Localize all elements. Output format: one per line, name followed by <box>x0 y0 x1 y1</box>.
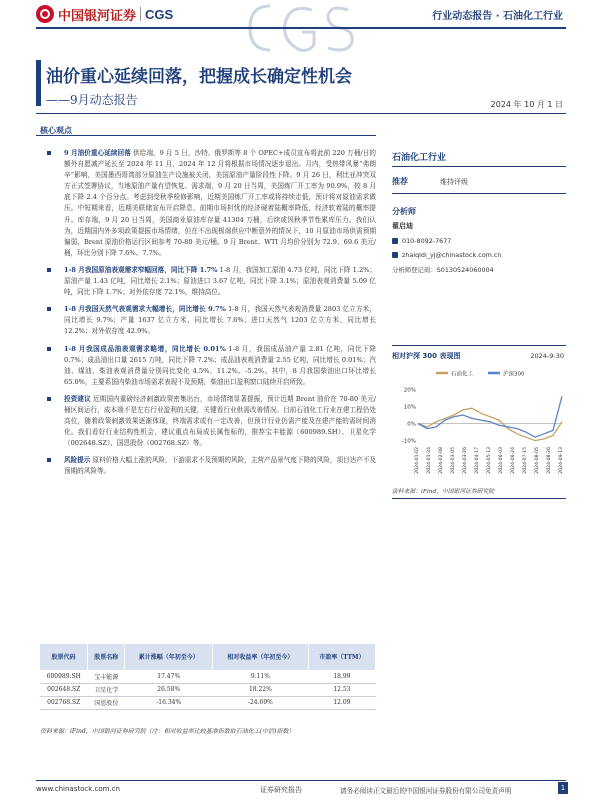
company-logo <box>36 4 173 24</box>
x-tick-label: 2024-01-24 <box>427 447 432 474</box>
paragraph-heading: 1-8 月我国天然气表观需求大幅增长，同比增长 9.7% <box>64 305 226 314</box>
paragraph-body: 近期国内重磅经济刺激政策密集出台，市场情绪显著提振，预计近期 Brent 油价在 70-80 美元/桶区间运行，成本端不是左右行业盈利的关键，关键看行业供需改善情况。目前石油化工行业在建工程仍处高位，随着政策刺激效果逐渐体现，终端需求或有一定改善，但预计行业仍需产能及在建产能的需时间消化。我们看好行业结构性机会，建议重点布局成长属性标的，推荐宝丰能源（600989.SH）、卫星化学（002648.SZ）、国恩股份（002768.SZ）等。 <box>64 394 377 448</box>
paragraph-investment <box>40 394 376 449</box>
table-cell: 17.47% <box>125 670 213 683</box>
chart-top-divider <box>392 345 566 346</box>
analyst-label: 分析师 <box>392 207 416 216</box>
table-cell: 卫星化学 <box>87 683 125 696</box>
analyst-name: 翟启迪 <box>392 222 413 230</box>
chart-source: 资料来源：iFind，中国银河证券研究院 <box>392 489 495 495</box>
report-subtitle: ——9月动态报告 <box>46 93 138 107</box>
table-cell: 002648.SZ <box>40 683 87 696</box>
title-accent-bar <box>36 60 41 106</box>
table-cell: 26.58% <box>125 683 213 696</box>
report-category: 行业动态报告 · 石油化工行业 <box>432 11 563 22</box>
footer-divider <box>36 780 566 781</box>
email-text: zhaiqidi_yj@chinastock.com.cn <box>402 251 502 259</box>
table-header: 累计涨幅（年初至今） <box>125 644 213 670</box>
performance-chart <box>392 366 566 482</box>
x-tick-label: 2024-07-15 <box>523 447 528 474</box>
chart-date: 2024-9-30 <box>530 352 564 360</box>
paragraph-heading: 风险提示 <box>64 456 91 465</box>
paragraph-body: 1-8 月，我国天然气表观消费量 2803 亿立方米，同比增长 9.7%；产量 1637 亿立方米，同比增长 7.6%；进口天然气 1203 亿立方米，同比增长 12.2%；对外依存度 42.9%。 <box>64 305 376 336</box>
rating-value: 维持评级 <box>440 178 468 186</box>
table-header-row <box>40 644 376 670</box>
y-tick-label: -10% <box>401 438 416 445</box>
table-cell: 002768.SZ <box>40 696 87 709</box>
table-cell: 18.22% <box>212 683 308 696</box>
table-cell: -16.34% <box>125 696 213 709</box>
table-row <box>40 696 376 709</box>
x-tick-label: 2024-02-08 <box>439 447 444 474</box>
phone-text: 010-8092-7677 <box>402 237 452 245</box>
chart-title: 相对沪深 300 表现图 <box>392 352 461 360</box>
paragraph-body: 1-8 月，我国加工原油 4.73 亿吨，同比下降 1.2%；原油产量 1.43 亿吨，同比增长 2.1%；原油进口 3.67 亿吨，同比下降 3.1%；原油表观消费量 5.09 亿吨，同比下降 1.7%；对外依存度 72.1%，维持高位。 <box>64 265 376 297</box>
x-tick-label: 2024-04-17 <box>475 447 480 474</box>
table-cell: 12.53 <box>308 683 375 696</box>
x-tick-label: 2024-03-05 <box>451 447 456 474</box>
x-tick-label: 2024-05-13 <box>487 447 492 474</box>
paragraph-refined-oil <box>40 344 376 388</box>
analyst-license <box>392 265 494 274</box>
stock-table <box>40 644 376 710</box>
footer-label: 证券研究报告 <box>260 786 302 794</box>
sidebar-divider <box>392 166 566 167</box>
core-viewpoints-heading: 核心观点 <box>40 126 72 135</box>
report-title: 油价重心延续回落，把握成长确定性机会 <box>46 67 352 87</box>
paragraph-body: 1-8 月，我国成品油产量 2.81 亿吨，同比下降 0.7%；成品油出口量 2615 万吨，同比下降 7.2%；成品油表观消费量 2.55 亿吨，同比增长 0.01%；汽油、煤油、柴油表观消费量分别同比变化 4.5%、11.2%、-5.2%。其中，8 月我国柴油出口环比增长 65.0%，主要系国内柴油市场需求表现不及预期，柴油出口盈利窗口陆续开启所致。 <box>64 344 377 386</box>
x-tick-label: 2024-09-13 <box>559 447 564 474</box>
table-cell: 国恩股份 <box>87 696 125 709</box>
recommend-label: 推荐 <box>392 177 408 186</box>
y-tick-label: 0% <box>407 421 416 428</box>
paragraph-risk <box>40 455 376 477</box>
x-tick-label: 2024-08-05 <box>535 447 540 474</box>
footer-url: www.chinastock.com.cn <box>36 785 120 793</box>
report-date: 2024 年 10 月 1 日 <box>490 100 563 109</box>
table-cell: 12.09 <box>308 696 375 709</box>
paragraph-heading: 9 月油价重心延续回落 <box>64 149 131 157</box>
x-tick-label: 2024-08-26 <box>547 447 552 474</box>
logo-separator <box>140 7 141 21</box>
analyst-phone <box>392 237 451 245</box>
table-cell: 宝丰能源 <box>87 670 125 683</box>
bullet-icon <box>47 347 51 351</box>
paragraph-natural-gas <box>40 304 376 337</box>
logo-english-text: CGS <box>145 6 174 22</box>
phone-icon <box>392 238 398 244</box>
table-header: 股票代码 <box>40 644 87 670</box>
paragraph-crude-demand <box>40 265 376 298</box>
x-tick-label: 2024-01-02 <box>415 447 420 474</box>
x-tick-label: 2024-06-03 <box>499 447 504 474</box>
table-header: 股票名称 <box>87 644 125 670</box>
legend-label: 石油化工 <box>451 371 474 378</box>
legend-label: 沪深300 <box>503 371 525 378</box>
table-cell: -24.69% <box>212 696 308 709</box>
paragraph-heading: 1-8 月我国原油表观需求窄幅回落，同比下降 1.7% <box>64 265 218 274</box>
table-row <box>40 683 376 696</box>
page-number: 1 <box>558 782 568 794</box>
x-tick-label: 2024-03-26 <box>463 447 468 474</box>
y-tick-label: 20% <box>403 387 416 394</box>
paragraph-heading: 投资建议 <box>64 394 91 403</box>
table-cell: 18.99 <box>308 670 375 683</box>
y-tick-label: 10% <box>403 404 416 411</box>
paragraph-oil-price <box>40 148 376 259</box>
bullet-icon <box>47 268 51 272</box>
analyst-email <box>392 251 501 259</box>
bullet-icon <box>47 458 51 462</box>
title-divider <box>36 113 566 114</box>
logo-chinese-text: 中国银河证券 <box>58 8 137 24</box>
bullet-icon <box>47 397 51 401</box>
table-row <box>40 670 376 683</box>
bullet-icon <box>47 151 51 155</box>
table-source-note: 资料来源：iFind，中国银河证券研究院（注：相对收益率比较基准指数取石油化工(中信)指数） <box>40 728 295 735</box>
email-icon <box>392 252 398 258</box>
chart-bottom-divider <box>392 498 566 499</box>
table-header: 市盈率（TTM） <box>308 644 375 670</box>
logo-mark-icon <box>36 5 54 23</box>
table-cell: 9.11% <box>212 670 308 683</box>
table-header: 相对收益率（年初至今） <box>212 644 308 670</box>
bullet-icon <box>47 307 51 311</box>
table-cell: 600989.SH <box>40 670 87 683</box>
license-text: 分析师登记码：S0130524060004 <box>392 266 494 274</box>
main-content <box>40 148 376 484</box>
core-divider <box>36 135 376 136</box>
cgs-watermark-icon <box>220 0 380 60</box>
paragraph-body: 供给端，9 月 5 日，沙特、俄罗斯等 8 个 OPEC+成员宣布将此前 220 万桶/日的额外自愿减产延长至 2024 年 11 月，2024 年 12 月将根据市场情况逐步退出。月内，受热带风暴“弗朗辛”影响，美国墨西哥湾部分原油生产设施被关闭，美国原油产量阶段性下降。9 月 26 日，利比亚冲突双方正式签署协议，当地原油产量有望恢复。需求端，9 月 20 日当周，美国炼厂开工率为 90.9%，较 8 月底下降 2.4 个百分点。考虑到受秋季检修影响，近期美国炼厂开工率或将持续走低，预计将对原油需求做压。中短期来看，近期美联储宣布开启降息，前期市场担忧的经济硬着陆概率降低，经济软着陆的概率提升。库存端，9 月 20 日当周，美国商业原油库存量 41304 万桶，后续或因秋季节性累库压力。我们认为，近期国内外多项政策提振市场情绪，但在不出现极端供应中断意外的情况下，10 月原油市场供需预期偏弱，Brent 原油价格运行区间参考 70-80 美元/桶。9 月 Brent、WTI 月均价分别为 72.9、69.6 美元/桶，环比分别下降 7.6%、7.7%。 <box>64 149 377 257</box>
sidebar-industry: 石油化工行业 <box>392 153 447 163</box>
paragraph-heading: 1-8 月我国成品油表观需求略增，同比增长 0.01% <box>64 344 226 353</box>
paragraph-body: 原料价格大幅上涨的风险，下游需求不及预期的风险，主营产品景气度下降的风险，项目达产不及预期的风险等。 <box>64 456 377 476</box>
sidebar-divider <box>392 193 566 194</box>
x-tick-label: 2024-06-24 <box>511 447 516 474</box>
footer-disclaimer: 请务必阅读正文最后的中国银河证券股份有限公司免责声明 <box>340 787 512 795</box>
